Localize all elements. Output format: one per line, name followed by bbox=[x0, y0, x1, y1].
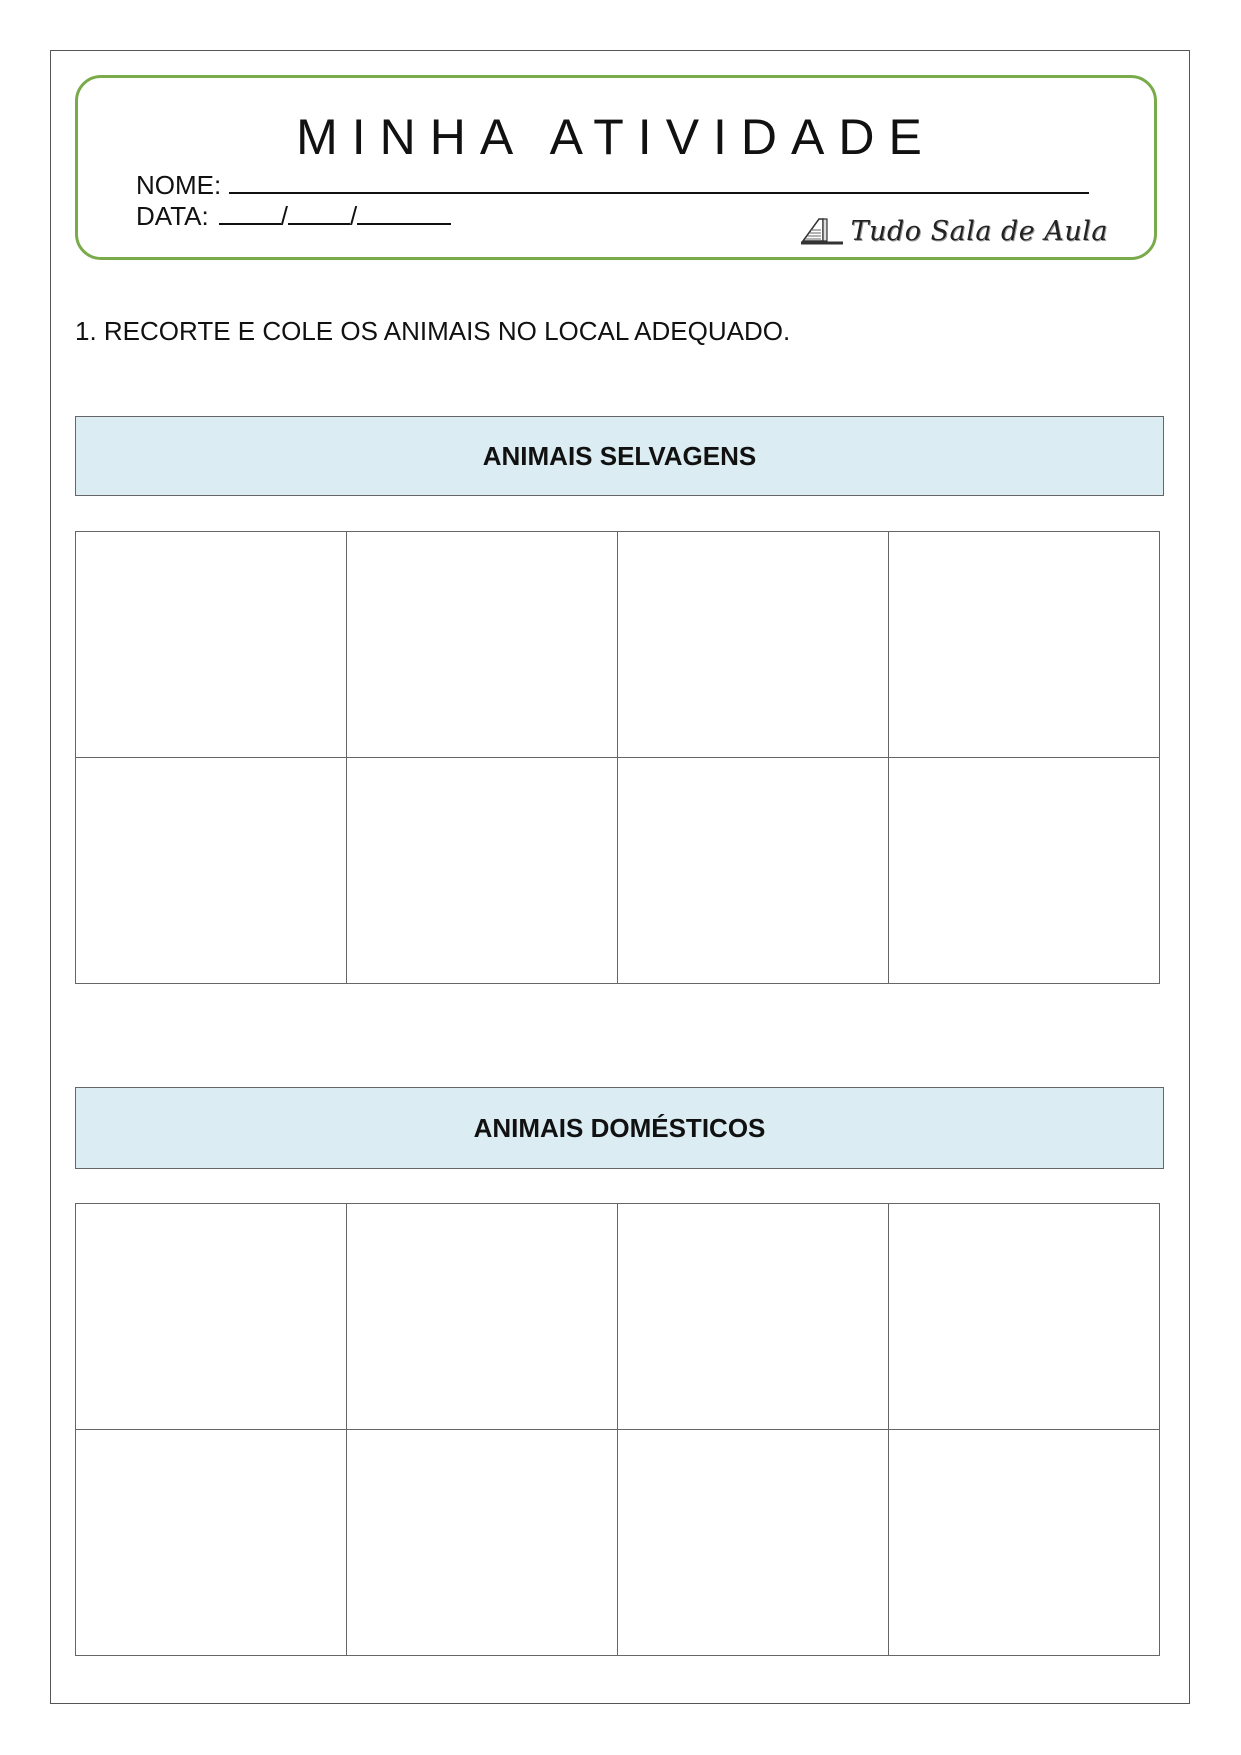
paste-grid-domestic bbox=[75, 1203, 1160, 1656]
date-year-blank[interactable] bbox=[357, 201, 451, 225]
date-separator: / bbox=[349, 201, 358, 231]
date-day-blank[interactable] bbox=[219, 201, 281, 225]
paste-cell[interactable] bbox=[889, 758, 1160, 984]
paste-cell[interactable] bbox=[76, 758, 347, 984]
book-icon bbox=[799, 211, 845, 247]
section-header-wild: ANIMAIS SELVAGENS bbox=[75, 416, 1164, 496]
paste-cell[interactable] bbox=[889, 1204, 1160, 1430]
paste-grid-wild bbox=[75, 531, 1160, 984]
paste-cell[interactable] bbox=[76, 532, 347, 758]
paste-cell[interactable] bbox=[889, 1430, 1160, 1656]
paste-cell[interactable] bbox=[618, 532, 889, 758]
name-blank-line[interactable] bbox=[229, 168, 1089, 194]
section-header-domestic: ANIMAIS DOMÉSTICOS bbox=[75, 1087, 1164, 1169]
name-label: NOME: bbox=[136, 170, 222, 200]
paste-cell[interactable] bbox=[347, 532, 618, 758]
worksheet-title: MINHA ATIVIDADE bbox=[296, 109, 936, 165]
date-separator: / bbox=[280, 201, 288, 231]
header-box bbox=[75, 75, 1157, 260]
logo-text: Tudo Sala de Aula bbox=[850, 216, 1108, 247]
brand-logo bbox=[799, 211, 1108, 247]
paste-cell[interactable] bbox=[347, 1430, 618, 1656]
paste-cell[interactable] bbox=[76, 1430, 347, 1656]
paste-cell[interactable] bbox=[347, 758, 618, 984]
instruction-text: 1. RECORTE E COLE OS ANIMAIS NO LOCAL ADEQUADO. bbox=[75, 316, 791, 346]
paste-cell[interactable] bbox=[76, 1204, 347, 1430]
paste-cell[interactable] bbox=[889, 532, 1160, 758]
paste-cell[interactable] bbox=[618, 1204, 889, 1430]
paste-cell[interactable] bbox=[347, 1204, 618, 1430]
date-field bbox=[136, 201, 451, 232]
name-field bbox=[136, 168, 1089, 201]
date-label: DATA: bbox=[136, 201, 209, 231]
paste-cell[interactable] bbox=[618, 1430, 889, 1656]
paste-cell[interactable] bbox=[618, 758, 889, 984]
date-month-blank[interactable] bbox=[288, 201, 350, 225]
